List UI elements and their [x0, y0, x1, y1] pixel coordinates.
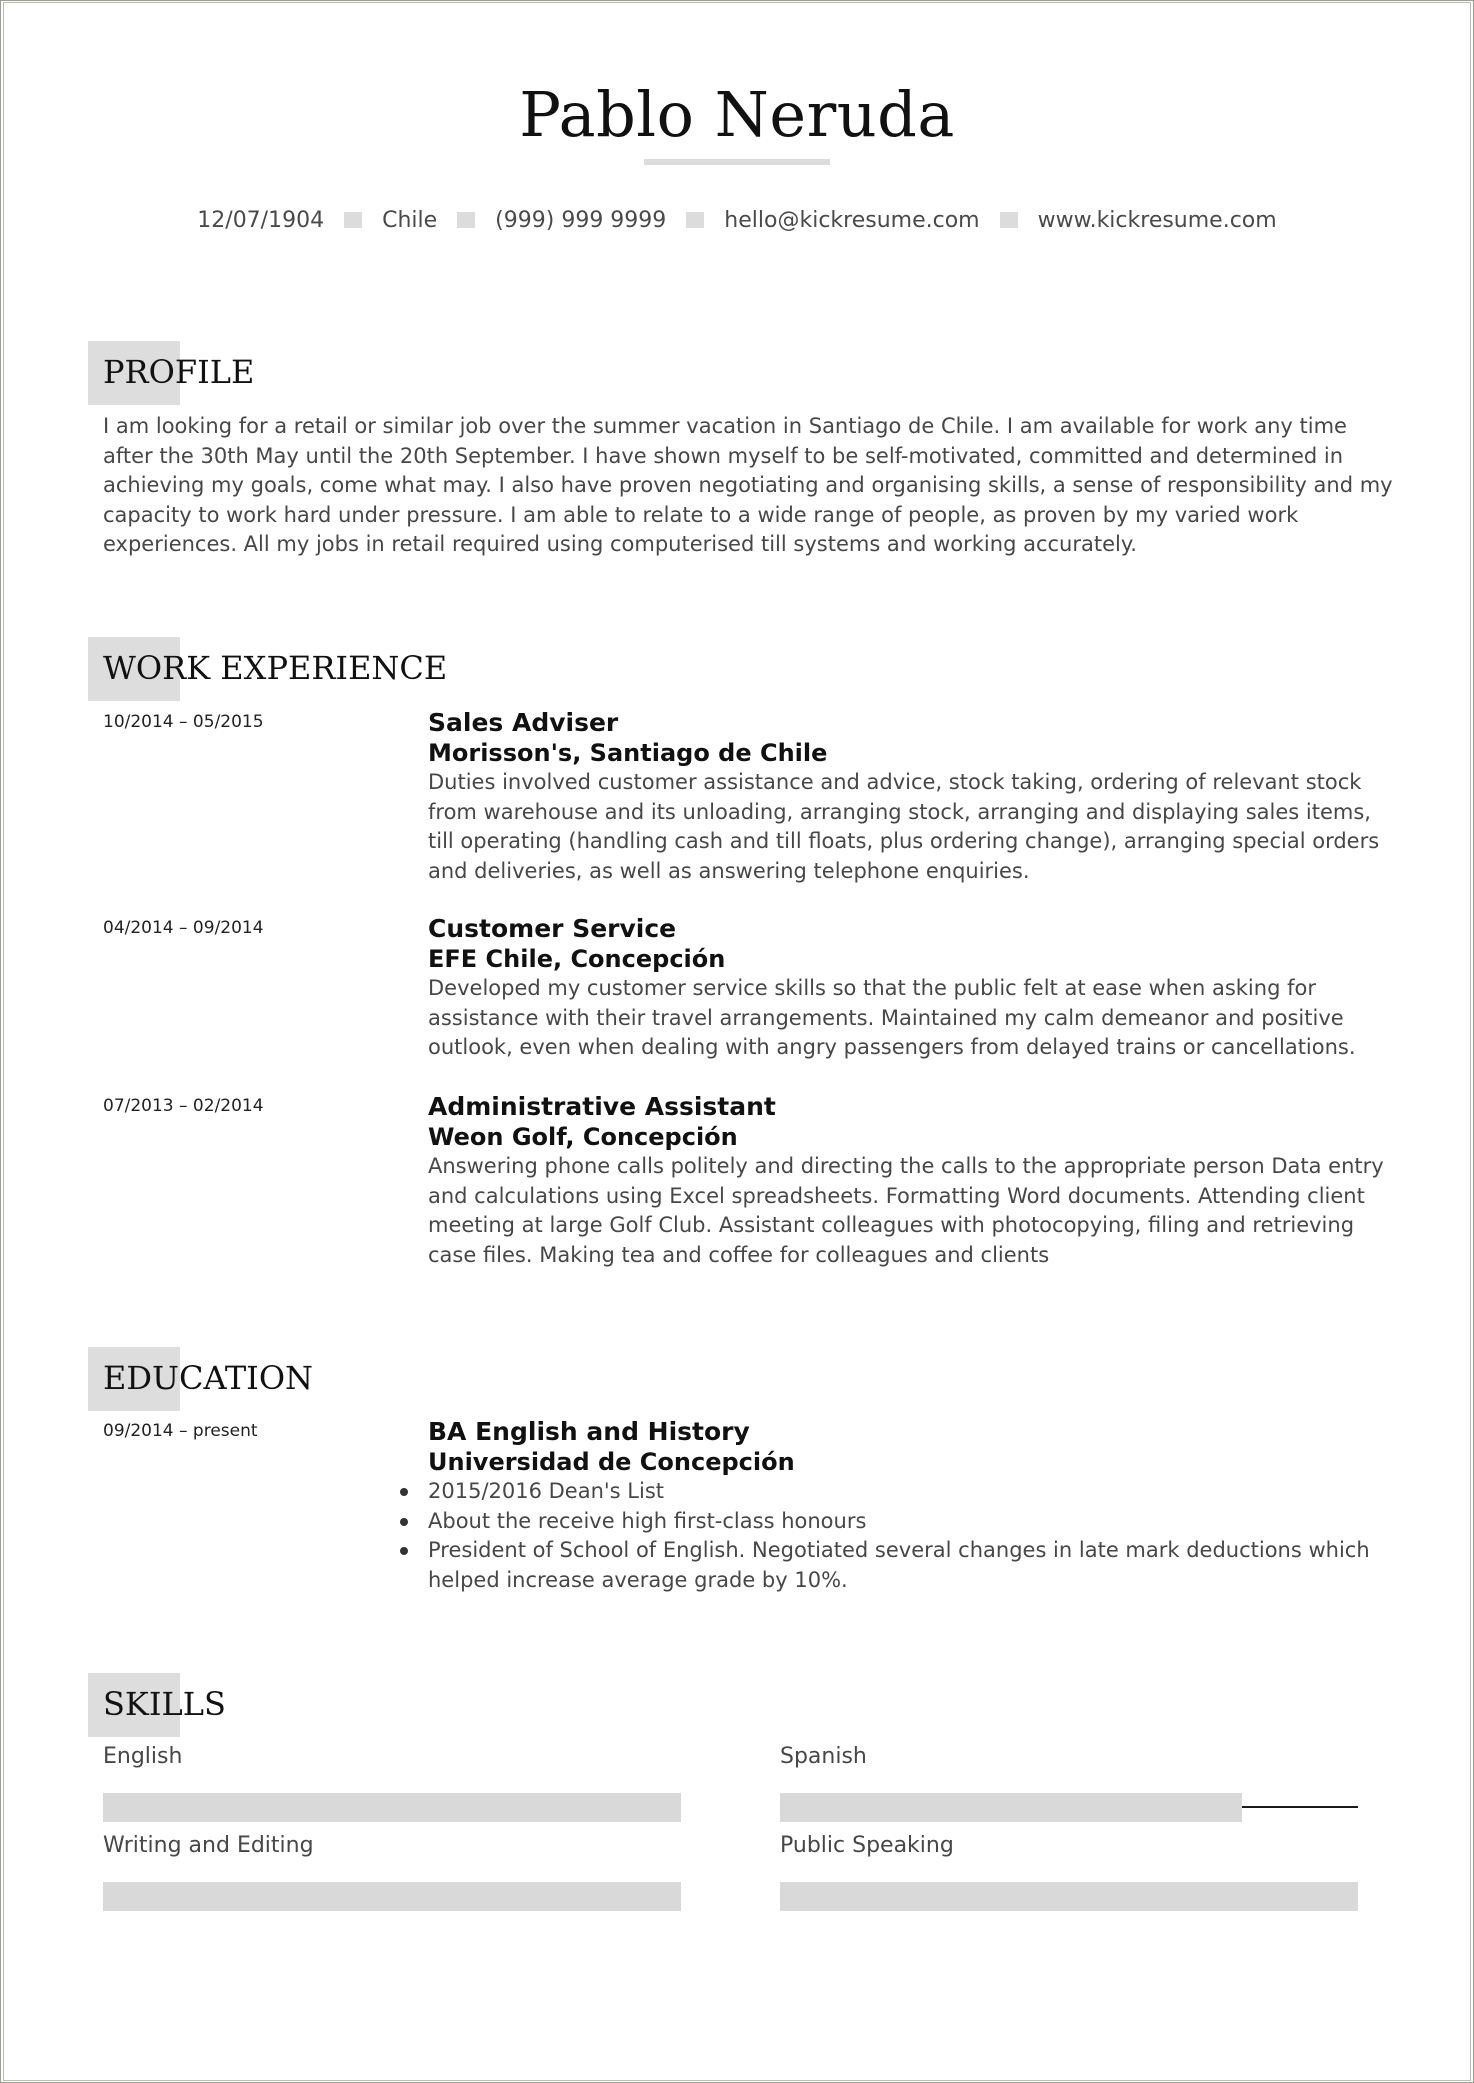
skill-level-bar: [780, 1882, 1358, 1911]
skill-name: Public Speaking: [780, 1833, 954, 1858]
entry-content: [428, 708, 1393, 886]
country: Chile: [382, 207, 438, 233]
entry-content: [428, 1092, 1393, 1270]
entry-date: 10/2014 – 05/2015: [103, 712, 264, 732]
contact-line: [0, 207, 1474, 233]
job-description: Developed my customer service skills so that the public felt at ease when asking for assistance with their travel arrangements. Maintained my calm demeanor and positive outlook, even when dealing with angry passengers from delayed trains or cancellations.: [428, 976, 1356, 1059]
list-item: President of School of English. Negotiated several changes in late mark deductions which helped increase average grade by 10%.: [428, 1536, 1393, 1595]
skill-name: Writing and Editing: [103, 1833, 314, 1858]
separator-square: [344, 212, 362, 228]
phone: (999) 999 9999: [495, 207, 667, 233]
skill-item: [780, 1744, 1358, 1769]
employer: EFE Chile, Concepción: [428, 945, 726, 973]
skill-item: [103, 1744, 681, 1769]
education-heading-label: EDUCATION: [103, 1359, 314, 1397]
skill-item: [780, 1833, 1358, 1858]
job-title: Customer Service: [428, 914, 677, 943]
job-description: Duties involved customer assistance and advice, stock taking, ordering of relevant stock from warehouse and its unloading, arranging stock, arranging and displaying sales items, till operating (handling cash and till floats, plus ordering change), arranging special orders and deliveries, as well as answering telephone enquiries.: [428, 770, 1380, 883]
skill-level-fill: [780, 1882, 1358, 1911]
skill-item: [103, 1833, 681, 1858]
resume-name: Pablo Neruda: [519, 78, 955, 151]
website-link[interactable]: www.kickresume.com: [1037, 207, 1277, 233]
skill-name: Spanish: [780, 1744, 867, 1769]
birth-date: 12/07/1904: [197, 207, 325, 233]
entry-date: 04/2014 – 09/2014: [103, 918, 264, 938]
skill-level-fill: [103, 1882, 681, 1911]
entry-content: [428, 1417, 1393, 1595]
entry-date: 09/2014 – present: [103, 1421, 258, 1441]
profile-text: I am looking for a retail or similar job over the summer vacation in Santiago de Chile. I am available for work any time after the 30th May until the 20th September. I have shown myself to be self-motivated, committed and determined in achieving my goals, come what may. I also have proven negotiating and organising skills, a sense of responsibility and my capacity to work hard under pressure. I am able to relate to a wide range of people, as proven by my varied work experiences. All my jobs in retail required using computerised till systems and working accurately.: [103, 414, 1393, 556]
skill-level-remainder: [1242, 1806, 1358, 1808]
separator-square: [686, 212, 704, 228]
employer: Morisson's, Santiago de Chile: [428, 739, 828, 767]
separator-square: [457, 212, 475, 228]
education-bullet-list: [428, 1477, 1393, 1595]
employer: Weon Golf, Concepción: [428, 1123, 738, 1151]
skill-level-bar: [103, 1793, 681, 1822]
list-item: 2015/2016 Dean's List: [428, 1477, 1393, 1507]
skills-heading-label: SKILLS: [103, 1685, 226, 1723]
institution: Universidad de Concepción: [428, 1448, 795, 1476]
degree-title: BA English and History: [428, 1417, 750, 1446]
skill-level-bar: [103, 1882, 681, 1911]
job-title: Sales Adviser: [428, 708, 619, 737]
entry-date: 07/2013 – 02/2014: [103, 1096, 264, 1116]
skill-level-fill: [780, 1793, 1242, 1822]
skill-name: English: [103, 1744, 183, 1769]
job-title: Administrative Assistant: [428, 1092, 776, 1121]
name-underline: [644, 159, 830, 165]
profile-heading-label: PROFILE: [103, 353, 255, 391]
list-item: About the receive high first-class honours: [428, 1507, 1393, 1537]
email-link[interactable]: hello@kickresume.com: [724, 207, 980, 233]
skill-level-bar: [780, 1793, 1358, 1822]
entry-content: [428, 914, 1393, 1063]
separator-square: [1000, 212, 1018, 228]
job-description: Answering phone calls politely and directing the calls to the appropriate person Data entry and calculations using Excel spreadsheets. Formatting Word documents. Attending client meeting at large Golf Club. Assistant colleagues with photocopying, filing and retrieving case files. Making tea and coffee for colleagues and clients: [428, 1154, 1384, 1267]
work-heading-label: WORK EXPERIENCE: [103, 649, 448, 687]
skill-level-fill: [103, 1793, 681, 1822]
